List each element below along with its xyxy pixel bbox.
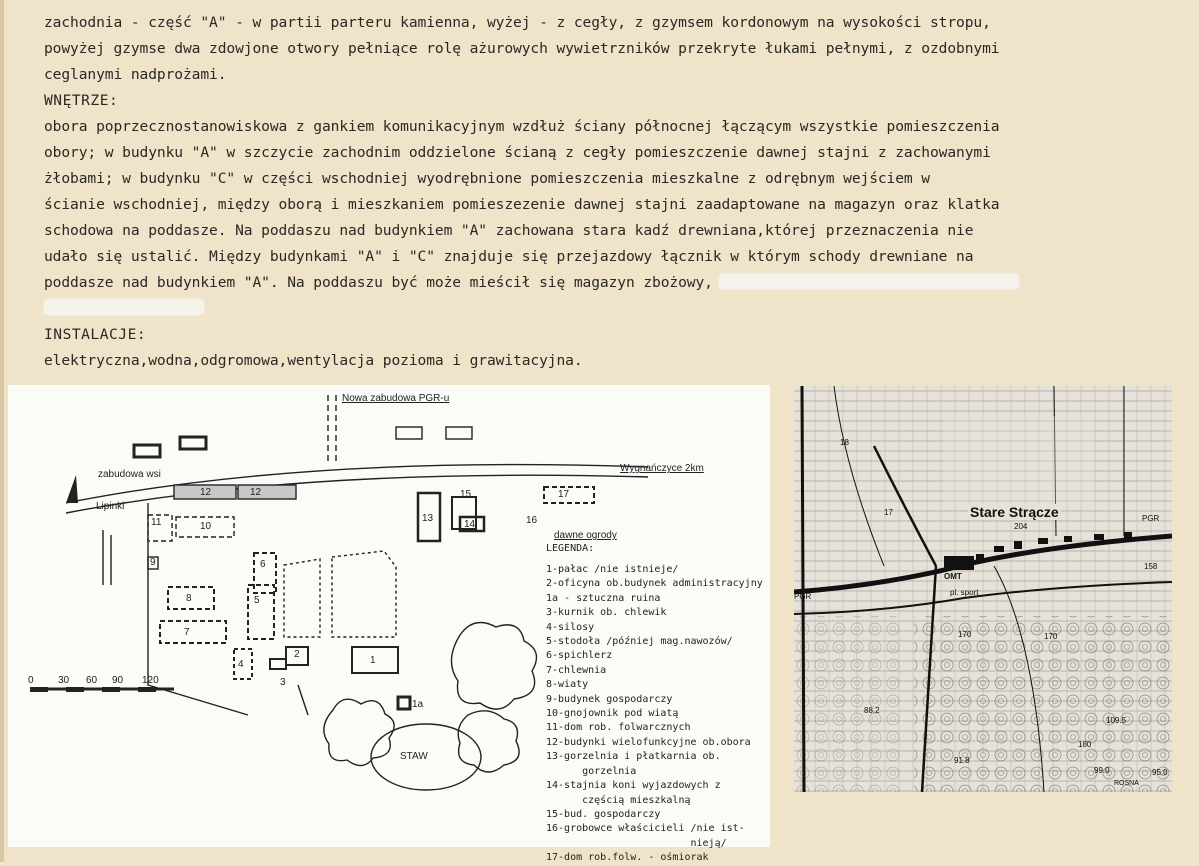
map-label: 170 (1044, 632, 1058, 641)
building-number: 13 (422, 513, 434, 524)
map-label: 95.0 (1152, 768, 1168, 777)
legend-item: 7-chlewnia (546, 664, 607, 676)
legend-item: 17-dom rob.folw. - ośmiorak (546, 852, 709, 864)
legend-item: 14-stajnia koni wyjazdowych z (546, 780, 721, 792)
legend-item: częścią mieszkalną (546, 794, 691, 806)
text-line: poddasze nad budynkiem "A". Na poddaszu być może mieścił się magazyn zbożowy, (44, 274, 713, 291)
legend-item: gorzelnia (546, 765, 637, 777)
building-number: 4 (238, 659, 244, 670)
map-label: 91.8 (954, 756, 970, 765)
text-line: powyżej gzymse dwa zdowjone otwory pełniące rolę ażurowych wywietrzników przekryte łukami pełnymi, z ozdobnymi (44, 40, 1000, 57)
building-number: 2 (294, 649, 300, 660)
building-number: 14 (464, 519, 476, 530)
text-line: schodowa na poddasze. Na poddaszu nad budynkiem "A" zachowana stara kadź drewniana,której przeznaczenia nie (44, 222, 974, 239)
text-line: elektryczna,wodna,odgromowa,wentylacja pozioma i grawitacyjna. (44, 352, 583, 369)
legend-item: 16-grobowce właścicieli /nie ist- (546, 823, 745, 835)
map-label: pl. sport (950, 588, 979, 597)
section-heading-wnetrze: WNĘTRZE: (44, 92, 119, 109)
legend-item: 1a - sztuczna ruina (546, 592, 661, 604)
map-label: 88.2 (864, 706, 880, 715)
building-number: 10 (200, 521, 212, 532)
map-label: 204 (1014, 522, 1028, 531)
building-number: 7 (184, 627, 190, 638)
building-number: 1 (370, 655, 376, 666)
map-label: 109.5 (1106, 716, 1127, 725)
text-line-with-whiteout (44, 270, 1194, 296)
correction-fluid (44, 299, 204, 315)
building-number: 1a (412, 699, 424, 710)
legend-item: 8-wiaty (546, 679, 589, 691)
map-label: ROSNA (1114, 780, 1139, 787)
building-number: 17 (558, 489, 570, 500)
legend-item: 4-silosy (546, 621, 595, 633)
building-number: 12 (200, 487, 212, 498)
map-label: 180 (1078, 740, 1092, 749)
building-number: 3 (280, 677, 286, 688)
plan-label-lipinki: Lipinki (96, 501, 125, 512)
building-number: 6 (260, 559, 266, 570)
map-label: 170 (958, 630, 972, 639)
scale-label: 30 (58, 675, 70, 686)
building-number: 9 (150, 557, 156, 568)
legend-item: 15-bud. gospodarczy (546, 808, 661, 820)
map-label: 158 (1144, 562, 1158, 571)
scale-label: 120 (142, 675, 159, 686)
topographic-map (794, 386, 1172, 792)
map-label: OMT (944, 572, 962, 581)
legend-item: nieją/ (546, 837, 727, 849)
text-line: udało się ustalić. Między budynkami "A" i "C" znajduje się przejazdowy łącznik w którym schody drewniane na (44, 248, 974, 265)
map-label: 17 (884, 508, 893, 517)
map-label: PGR (1142, 514, 1160, 523)
page-edge (0, 0, 4, 862)
plan-label-wygnanczyce: Wygnańczyce 2km (620, 463, 704, 474)
text-line: zachodnia - część "A" - w partii parteru kamienna, wyżej - z cegły, z gzymsem kordonowym na wysokości stropu, (44, 14, 991, 31)
scale-label: 90 (112, 675, 124, 686)
legend-item: 10-gnojownik pod wiatą (546, 708, 679, 720)
legend-title: LEGENDA: (546, 543, 595, 554)
building-number: 15 (460, 489, 472, 500)
legend-item: 1-pałac /nie istnieje/ (546, 564, 679, 575)
text-line: ścianie wschodniej, między oborą i mieszkaniem pomieszezenie dawnej stajni zaadaptowane na magazyn oraz klatka (44, 196, 1000, 213)
legend-item: 6-spichlerz (546, 650, 613, 662)
topographic-map-drawing (794, 386, 1172, 792)
legend-item: 11-dom rob. folwarcznych (546, 722, 691, 734)
text-line: żłobami; w budynku "C" w części wschodniej wyodrębnione pomieszczenia mieszkalne z odrębnym wejściem w (44, 170, 930, 187)
map-place-name: Stare Strącze (970, 504, 1059, 520)
text-line: obory; w budynku "A" w szczycie zachodnim oddzielone ścianą z cegły pomieszczenie dawnej stajni z zachowanymi (44, 144, 991, 161)
plan-label-staw: STAW (400, 751, 428, 762)
section-heading-instalacje: INSTALACJE: (44, 326, 147, 343)
building-number: 16 (526, 515, 538, 526)
map-label: PGR (794, 592, 812, 601)
building-number: 5 (254, 595, 260, 606)
legend (546, 563, 763, 866)
building-number: 11 (151, 517, 162, 528)
legend-item: 2-oficyna ob.budynek administracyjny (546, 578, 763, 590)
text-line: ceglanymi nadprożami. (44, 66, 227, 83)
legend-item: 5-stodoła /później mag.nawozów/ (546, 636, 733, 648)
plan-label-ogrody: dawne ogrody (554, 530, 617, 541)
building-number: 8 (186, 593, 192, 604)
building-number: 12 (250, 487, 262, 498)
legend-item: 13-gorzelnia i płatkarnia ob. (546, 751, 721, 763)
map-label: 18 (840, 438, 849, 447)
scale-label: 60 (86, 675, 98, 686)
legend-item: 12-budynki wielofunkcyjne ob.obora (546, 736, 751, 748)
typed-text (44, 10, 1194, 374)
correction-fluid (719, 274, 1019, 289)
site-plan (8, 385, 770, 864)
legend-item: 9-budynek gospodarczy (546, 693, 673, 705)
plan-label-village: zabudowa wsi (98, 469, 161, 480)
text-line: obora poprzecznostanowiskowa z gankiem komunikacyjnym wzdłuż ściany północnej łączącym wszystkie pomieszczenia (44, 118, 1000, 135)
map-label: 99.0 (1094, 766, 1110, 775)
whiteout-line (44, 296, 1194, 322)
legend-item: 3-kurnik ob. chlewik (546, 607, 667, 619)
scale-label: 0 (28, 675, 34, 686)
plan-label-top: Nowa zabudowa PGR-u (342, 393, 450, 404)
